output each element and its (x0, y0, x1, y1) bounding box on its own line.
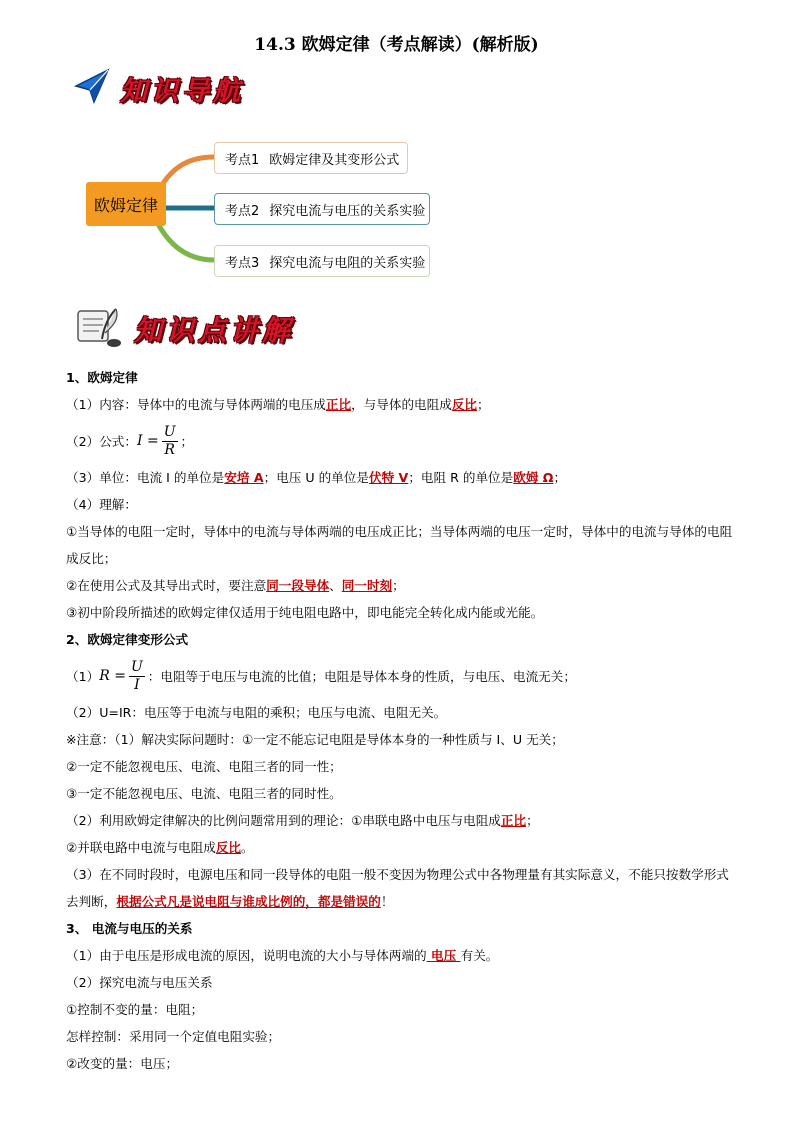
paragraph: ③一定不能忽视电压、电流、电阻三者的同时性。 (66, 786, 342, 801)
emphasis: 反比 (451, 397, 478, 412)
content-body (66, 364, 734, 1077)
scroll-quill-icon (72, 305, 124, 353)
paragraph (66, 464, 734, 491)
text: ②在使用公式及其导出式时，要注意 (66, 578, 267, 593)
text: ：电阻等于电压与电流的比值；电阻是导体本身的性质，与电压、电流无关； (147, 668, 576, 684)
text: （1）由于电压是形成电流的原因，说明电流的大小与导体两端的 (66, 948, 427, 963)
banner-title: 知识点讲解 (134, 314, 295, 347)
text: ； (553, 470, 567, 485)
paragraph: ③初中阶段所描述的欧姆定律仅适用于纯电阻电路中，即电能完全转化成内能或光能。 (66, 605, 544, 620)
denominator: I (134, 676, 140, 693)
node-key: 考点2 (225, 203, 260, 219)
formula-lhs: I = (136, 432, 159, 449)
paragraph (66, 391, 734, 418)
emphasis: 同一段导体 (266, 578, 330, 593)
paragraph: ①控制不变的量：电阻； (66, 1002, 204, 1017)
mind-map-node-1 (214, 142, 408, 174)
knowledge-nav-banner (74, 68, 244, 108)
paper-plane-icon (74, 68, 110, 108)
text: ；电阻 R 的单位是 (408, 470, 514, 485)
node-text: 欧姆定律及其变形公式 (269, 152, 400, 168)
mind-map-node-2 (214, 193, 430, 225)
denominator: R (164, 441, 175, 458)
emphasis: 安培 A (224, 470, 264, 485)
fraction (129, 659, 145, 694)
formula-lhs: R = (99, 667, 126, 684)
emphasis: 正比 (325, 397, 352, 412)
node-text: 探究电流与电压的关系实验 (269, 203, 426, 219)
paragraph (66, 834, 734, 861)
node-key: 考点1 (225, 152, 260, 168)
paragraph: （4）理解： (66, 497, 137, 512)
text: ； (526, 813, 539, 828)
text: 、 (329, 578, 342, 593)
paragraph: 怎样控制：采用同一个定值电阻实验； (66, 1029, 281, 1044)
paragraph: ②改变的量：电压； (66, 1056, 179, 1071)
text: ； (477, 397, 490, 412)
mind-map (80, 136, 440, 276)
node-text: 探究电流与电阻的关系实验 (269, 255, 426, 271)
paragraph: ※注意：（1）解决实际问题时：①一定不能忘记电阻是导体本身的一种性质与 I、U 无关； (66, 732, 564, 747)
paragraph (66, 572, 734, 599)
mind-map-node-3 (214, 245, 430, 277)
mind-map-root: 欧姆定律 (86, 182, 166, 226)
text: （3）在不同时段时，电源电压和同一段导体的电阻一般不变因为物理公式中各物理量有其实际意义，不能只按数学形式去判断， (66, 867, 729, 909)
text: ； (392, 578, 405, 593)
numerator: U (130, 658, 143, 675)
text: 有关。 (460, 948, 499, 963)
emphasis: 欧姆 Ω (513, 470, 554, 485)
text: （2）利用欧姆定律解决的比例问题常用到的理论：①串联电路中电压与电阻成 (66, 813, 501, 828)
text: ！ (380, 894, 394, 909)
paragraph (66, 807, 734, 834)
text: ；电压 U 的单位是 (263, 470, 369, 485)
emphasis: 反比 (215, 840, 242, 855)
text: 。 (241, 840, 254, 855)
paragraph: （2）探究电流与电压关系 (66, 975, 213, 990)
section-heading: 1、欧姆定律 (66, 370, 138, 385)
page-title: 14.3 欧姆定律（考点解读）(解析版) (254, 35, 539, 55)
text: ②并联电路中电流与电阻成 (66, 840, 216, 855)
paragraph: ②一定不能忽视电压、电流、电阻三者的同一性； (66, 759, 342, 774)
banner-title: 知识导航 (120, 75, 244, 107)
numerator: U (163, 423, 176, 440)
section-heading: 3、 电流与电压的关系 (66, 921, 193, 936)
text: （1）内容：导体中的电流与导体两端的电压成 (66, 397, 326, 412)
formula-line (66, 653, 734, 699)
text: （1） (66, 668, 100, 684)
paragraph: （2）U=IR：电压等于电流与电阻的乘积；电压与电流、电阻无关。 (66, 705, 447, 720)
emphasis: 电压 (426, 948, 461, 963)
section-heading: 2、欧姆定律变形公式 (66, 632, 189, 647)
paragraph (66, 942, 734, 969)
emphasis: 根据公式凡是说电阻与谁成比例的，都是错误的 (116, 894, 381, 909)
text: ； (180, 433, 194, 449)
fraction (162, 424, 178, 459)
emphasis: 伏特 V (368, 470, 409, 485)
emphasis: 同一时刻 (341, 578, 393, 593)
emphasis: 正比 (500, 813, 527, 828)
paragraph: ①当导体的电阻一定时，导体中的电流与导体两端的电压成正比；当导体两端的电压一定时，导体中的电流与导体的电阻成反比； (66, 524, 733, 566)
paragraph (66, 861, 734, 915)
text: （2）公式： (66, 433, 137, 449)
text: ，与导体的电阻成 (351, 397, 452, 412)
formula-line (66, 418, 734, 464)
node-key: 考点3 (225, 255, 260, 271)
knowledge-points-banner (72, 305, 294, 353)
text: （3）单位：电流 I 的单位是 (66, 470, 225, 485)
